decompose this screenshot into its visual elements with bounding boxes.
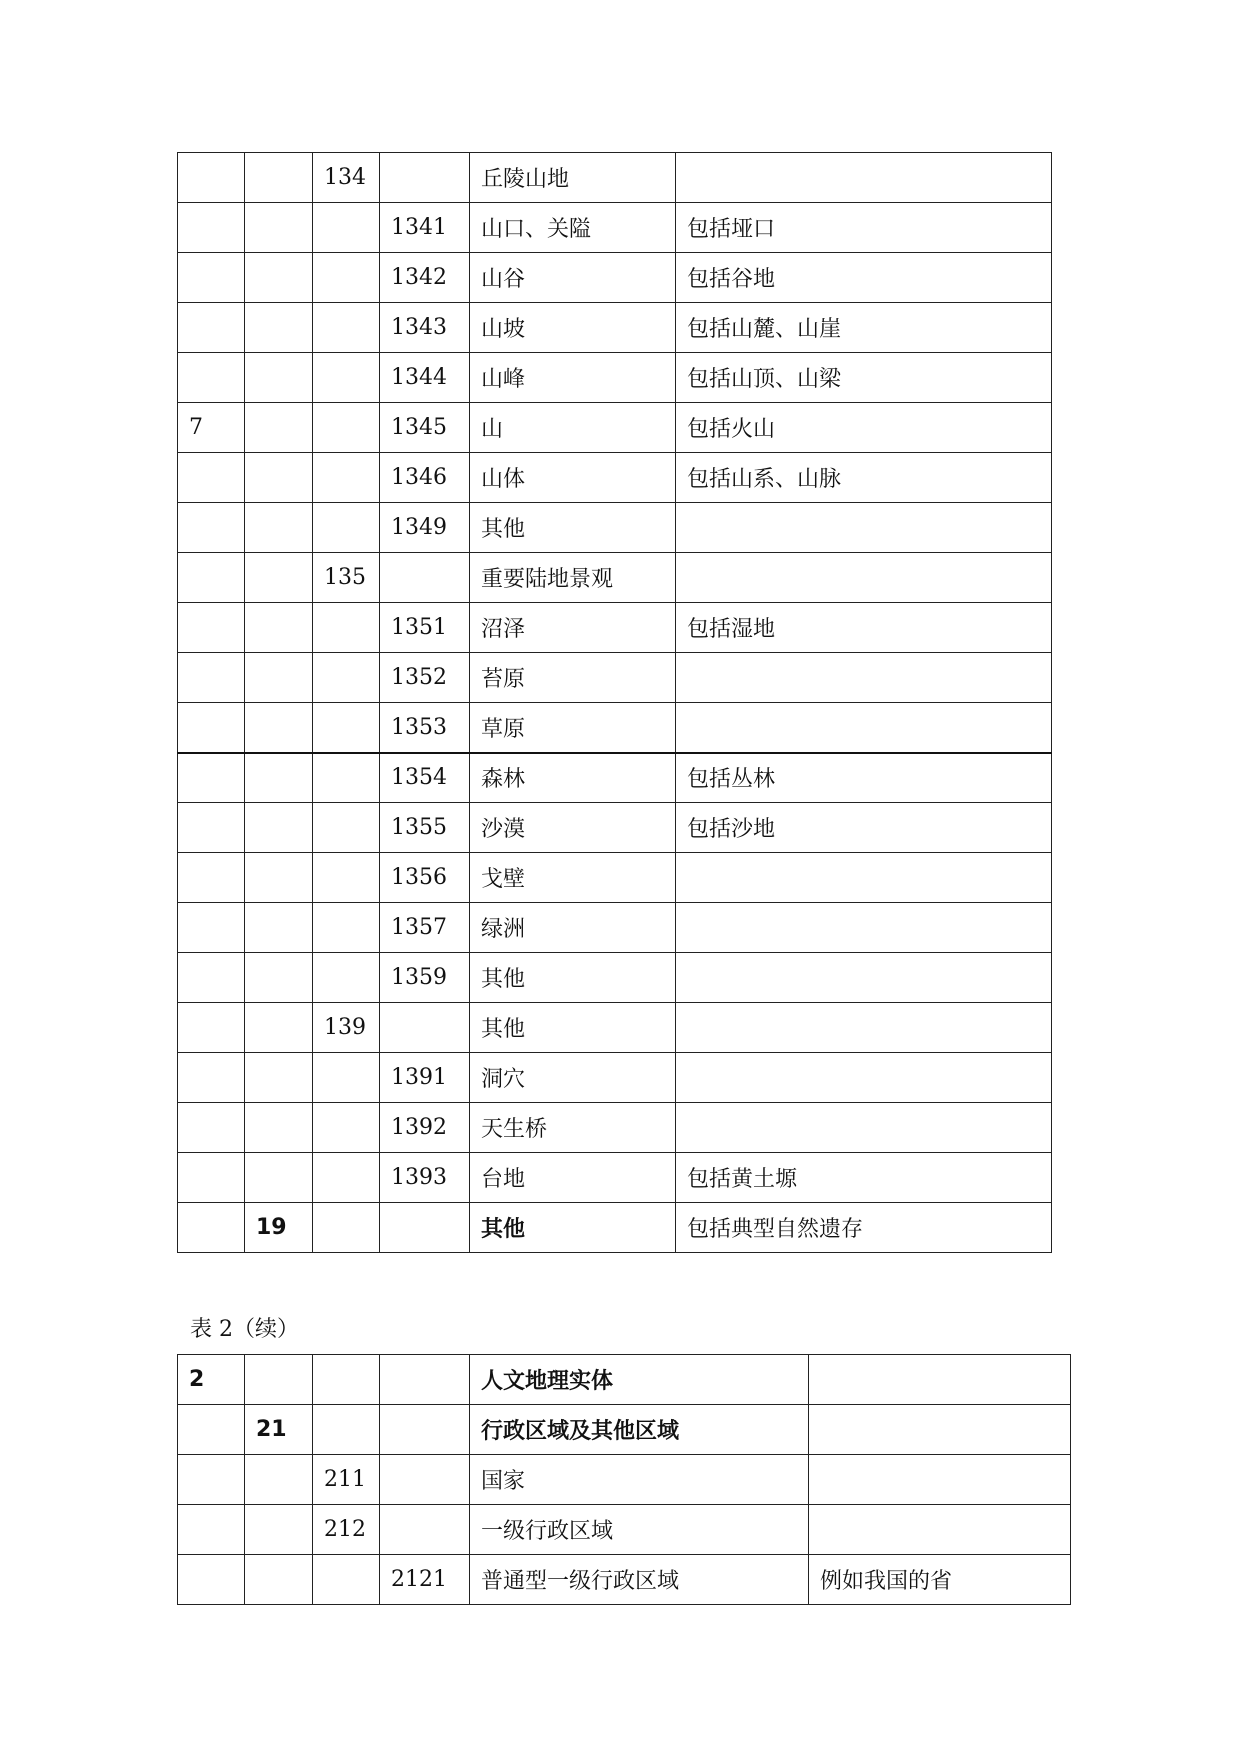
table-cell: [380, 153, 470, 203]
table-cell: 山: [470, 403, 676, 453]
code-table-part2: [177, 1354, 1071, 1605]
table-cell: [313, 453, 380, 503]
table-cell: 134: [313, 153, 380, 203]
table-cell: [676, 503, 1052, 553]
table-cell: [245, 603, 313, 653]
table-row: [178, 1555, 1071, 1605]
table-row: [178, 303, 1052, 353]
table-cell: [245, 653, 313, 703]
table-cell: [245, 753, 313, 803]
table-cell: 1356: [380, 853, 470, 903]
table-cell: [178, 1455, 245, 1505]
table-cell: [245, 803, 313, 853]
table-cell: [245, 1505, 313, 1555]
table-cell: 包括山顶、山梁: [676, 353, 1052, 403]
table-cell: [245, 403, 313, 453]
table-cell: [178, 953, 245, 1003]
table-row: [178, 603, 1052, 653]
table-row: [178, 803, 1052, 853]
table-cell: 包括黄土塬: [676, 1153, 1052, 1203]
table2-body: [178, 1355, 1071, 1605]
table-cell: [178, 1153, 245, 1203]
table-cell: 1355: [380, 803, 470, 853]
table-cell: 1354: [380, 753, 470, 803]
table-cell: [380, 1003, 470, 1053]
table-cell: [245, 1355, 313, 1405]
table-cell: [245, 703, 313, 753]
table-cell: [178, 1203, 245, 1253]
table-cell: [245, 1003, 313, 1053]
table-cell: 包括山系、山脉: [676, 453, 1052, 503]
table-cell: 台地: [470, 1153, 676, 1203]
table-cell: 211: [313, 1455, 380, 1505]
table-cell: 1342: [380, 253, 470, 303]
table-cell: [245, 553, 313, 603]
table-cell: [178, 753, 245, 803]
table-cell: 戈壁: [470, 853, 676, 903]
table-cell: [313, 1153, 380, 1203]
table-cell: 包括火山: [676, 403, 1052, 453]
table-cell: 1352: [380, 653, 470, 703]
table-cell: 丘陵山地: [470, 153, 676, 203]
table-cell: 135: [313, 553, 380, 603]
table-cell: 1353: [380, 703, 470, 753]
table-cell: 1341: [380, 203, 470, 253]
table-row: [178, 203, 1052, 253]
table-cell: [245, 1455, 313, 1505]
table-cell: 森林: [470, 753, 676, 803]
table-cell: 1359: [380, 953, 470, 1003]
table-cell: [178, 303, 245, 353]
table-cell: 行政区域及其他区域: [470, 1405, 809, 1455]
table-cell: [676, 703, 1052, 753]
table-cell: 1351: [380, 603, 470, 653]
table-cell: 重要陆地景观: [470, 553, 676, 603]
table-cell: 草原: [470, 703, 676, 753]
table-cell: [178, 503, 245, 553]
table-cell: 1393: [380, 1153, 470, 1203]
table-cell: [245, 1103, 313, 1153]
table-cell: [245, 853, 313, 903]
table-row: [178, 1355, 1071, 1405]
table-cell: 21: [245, 1405, 313, 1455]
table-cell: [178, 853, 245, 903]
table-cell: [809, 1505, 1071, 1555]
table-cell: [676, 853, 1052, 903]
table-cell: [245, 1153, 313, 1203]
table-cell: 山谷: [470, 253, 676, 303]
table-cell: [178, 253, 245, 303]
table-row: [178, 153, 1052, 203]
table-cell: [313, 953, 380, 1003]
code-table-part1: [177, 152, 1052, 1253]
table-row: [178, 1505, 1071, 1555]
table-cell: [178, 203, 245, 253]
table-cell: [313, 1555, 380, 1605]
table-cell: 其他: [470, 1003, 676, 1053]
table-cell: [313, 1203, 380, 1253]
table-cell: 包括山麓、山崖: [676, 303, 1052, 353]
table-cell: 山坡: [470, 303, 676, 353]
table-cell: 包括谷地: [676, 253, 1052, 303]
table-cell: 沼泽: [470, 603, 676, 653]
table-cell: [380, 1355, 470, 1405]
table-row: [178, 453, 1052, 503]
table-row: [178, 1053, 1052, 1103]
table-cell: [245, 153, 313, 203]
table-cell: [178, 453, 245, 503]
table-cell: [313, 703, 380, 753]
table-cell: 19: [245, 1203, 313, 1253]
table-cell: [676, 553, 1052, 603]
table-cell: 山体: [470, 453, 676, 503]
table-cell: [178, 1555, 245, 1605]
table-cell: [676, 1003, 1052, 1053]
table-cell: 其他: [470, 503, 676, 553]
table-cell: [245, 903, 313, 953]
table-row: [178, 403, 1052, 453]
table-cell: 山峰: [470, 353, 676, 403]
table-cell: [178, 703, 245, 753]
table-cell: [313, 503, 380, 553]
table-cell: 包括典型自然遗存: [676, 1203, 1052, 1253]
table-cell: [676, 1103, 1052, 1153]
table-cell: 例如我国的省: [809, 1555, 1071, 1605]
table-cell: 1343: [380, 303, 470, 353]
table-cell: [313, 353, 380, 403]
table-cell: [245, 253, 313, 303]
table-cell: [313, 1405, 380, 1455]
table-row: [178, 1455, 1071, 1505]
table-cell: [313, 1053, 380, 1103]
table-row: [178, 253, 1052, 303]
table-cell: [178, 1103, 245, 1153]
table-cell: 天生桥: [470, 1103, 676, 1153]
table-cell: 其他: [470, 1203, 676, 1253]
table-cell: [178, 153, 245, 203]
table-cell: [380, 1203, 470, 1253]
table-row: [178, 1405, 1071, 1455]
table-cell: 1392: [380, 1103, 470, 1153]
table-cell: [380, 1405, 470, 1455]
table-cell: [313, 303, 380, 353]
table-cell: [313, 803, 380, 853]
table-cell: 人文地理实体: [470, 1355, 809, 1405]
table-cell: 其他: [470, 953, 676, 1003]
table-cell: [380, 1455, 470, 1505]
table-cell: 1357: [380, 903, 470, 953]
table-cell: [245, 303, 313, 353]
table-cell: 212: [313, 1505, 380, 1555]
table-cell: [178, 803, 245, 853]
table-caption: 表 2（续）: [190, 1317, 299, 1342]
table-cell: [178, 1505, 245, 1555]
table-cell: 包括丛林: [676, 753, 1052, 803]
table-row: [178, 853, 1052, 903]
table-cell: [809, 1455, 1071, 1505]
table-cell: [245, 953, 313, 1003]
table-cell: [245, 1053, 313, 1103]
table-cell: [245, 203, 313, 253]
table-cell: [313, 853, 380, 903]
table-cell: [676, 953, 1052, 1003]
table-cell: [313, 203, 380, 253]
table-cell: [380, 1505, 470, 1555]
table-cell: 沙漠: [470, 803, 676, 853]
table-cell: 苔原: [470, 653, 676, 703]
table-cell: 包括垭口: [676, 203, 1052, 253]
table-cell: [676, 153, 1052, 203]
table-cell: [313, 603, 380, 653]
table-cell: 绿洲: [470, 903, 676, 953]
table-row: [178, 353, 1052, 403]
table-row: [178, 653, 1052, 703]
table-cell: 2: [178, 1355, 245, 1405]
table-row: [178, 903, 1052, 953]
table-cell: [676, 1053, 1052, 1103]
table-row: [178, 703, 1052, 753]
table-cell: 1344: [380, 353, 470, 403]
table-row: [178, 753, 1052, 803]
table-cell: [178, 1405, 245, 1455]
table-row: [178, 1003, 1052, 1053]
table-cell: 1349: [380, 503, 470, 553]
table-cell: 1391: [380, 1053, 470, 1103]
table-row: [178, 553, 1052, 603]
table-cell: 一级行政区域: [470, 1505, 809, 1555]
table-cell: 1346: [380, 453, 470, 503]
table-row: [178, 953, 1052, 1003]
table-cell: 普通型一级行政区域: [470, 1555, 809, 1605]
table-row: [178, 1103, 1052, 1153]
table-cell: [313, 753, 380, 803]
table-cell: [676, 653, 1052, 703]
table-cell: 山口、关隘: [470, 203, 676, 253]
table-cell: [178, 553, 245, 603]
table-cell: [178, 603, 245, 653]
table-row: [178, 1153, 1052, 1203]
table-cell: 包括沙地: [676, 803, 1052, 853]
table-cell: [178, 903, 245, 953]
table-cell: [809, 1405, 1071, 1455]
table-cell: [245, 503, 313, 553]
table-cell: [245, 353, 313, 403]
table-cell: [676, 903, 1052, 953]
table-cell: [178, 353, 245, 403]
table-cell: 洞穴: [470, 1053, 676, 1103]
table-cell: 139: [313, 1003, 380, 1053]
table-cell: 7: [178, 403, 245, 453]
table-cell: [380, 553, 470, 603]
table-cell: 2121: [380, 1555, 470, 1605]
table-cell: 国家: [470, 1455, 809, 1505]
table-cell: [313, 403, 380, 453]
table-cell: [313, 653, 380, 703]
table-row: [178, 503, 1052, 553]
table-cell: [809, 1355, 1071, 1405]
table-cell: [245, 453, 313, 503]
table1-body: [178, 153, 1052, 1253]
table-row: [178, 1203, 1052, 1253]
table-cell: 包括湿地: [676, 603, 1052, 653]
table-cell: [245, 1555, 313, 1605]
table-cell: [178, 653, 245, 703]
table-cell: 1345: [380, 403, 470, 453]
table-cell: [178, 1053, 245, 1103]
table-cell: [313, 903, 380, 953]
table-cell: [313, 1355, 380, 1405]
table-cell: [313, 253, 380, 303]
table-cell: [178, 1003, 245, 1053]
table-cell: [313, 1103, 380, 1153]
